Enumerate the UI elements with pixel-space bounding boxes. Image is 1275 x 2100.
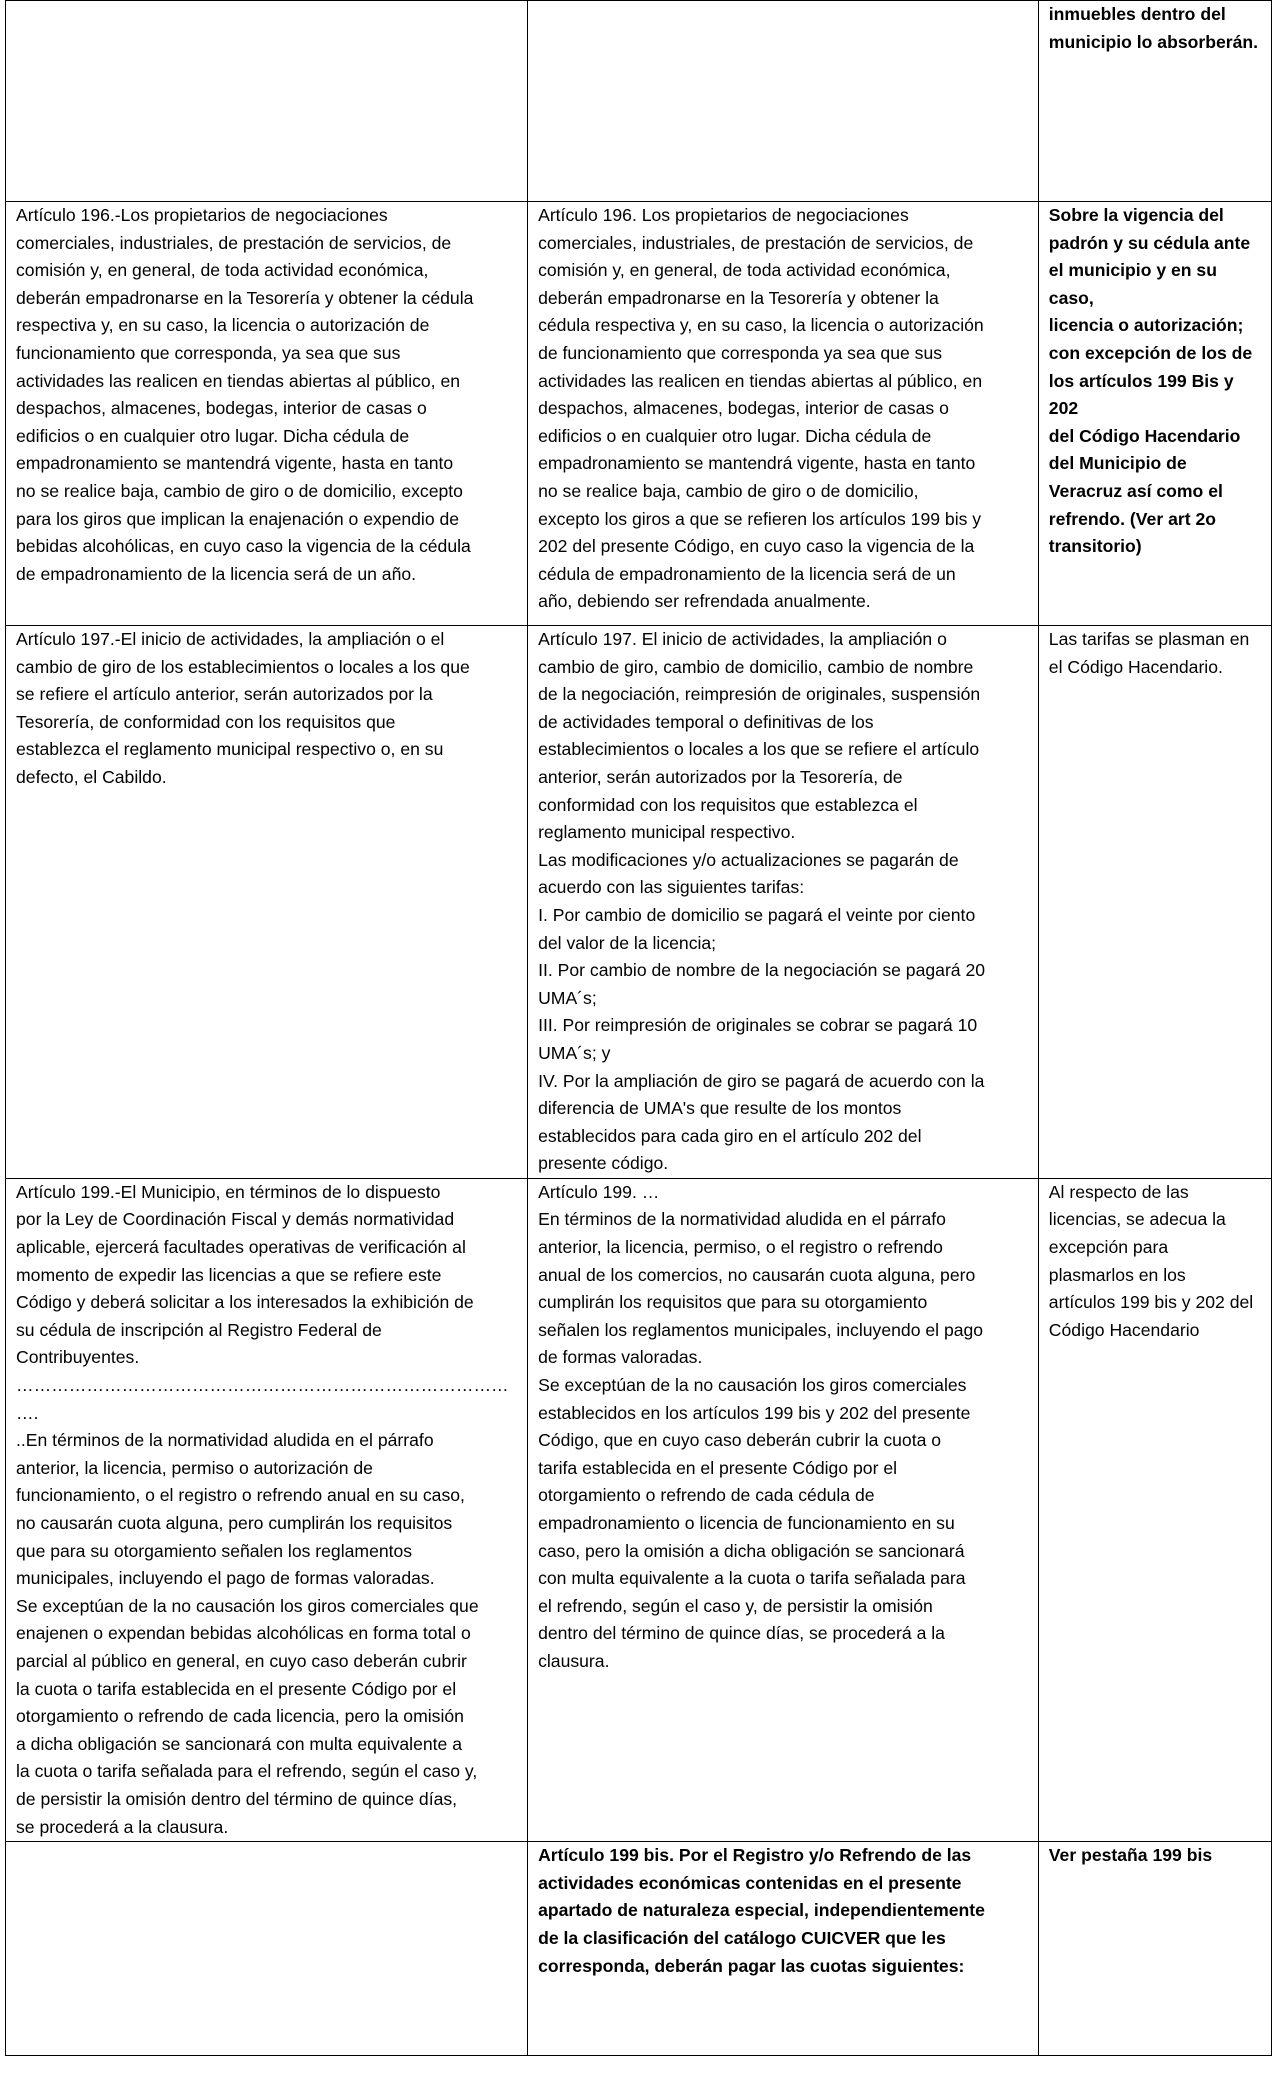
table-row: [6, 1178, 1272, 1841]
current-text-cell: Artículo 199.-El Municipio, en términos de lo dispuesto por la Ley de Coordinación Fiscal y demás normatividad aplicable, ejercerá facultades operativas de verificación al momento de expedir las licencias a que se refiere este Código y deberá solicitar a los interesados la exhibición de su cédula de inscripción al Registro Federal de Contribuyentes. ……………………………………………………………………………. ..En términos de la normatividad aludida en el párrafo anterior, la licencia, permiso o autorización de funcionamiento, o el registro o refrendo anual en su caso, no causarán cuota alguna, pero cumplirán los requisitos que para su otorgamiento señalen los reglamentos municipales, incluyendo el pago de formas valoradas. Se exceptúan de la no causación los giros comerciales que enajenen o expendan bebidas alcohólicas en forma total o parcial al público en general, en cuyo caso deberán cubrir la cuota o tarifa establecida en el presente Código por el otorgamiento o refrendo de cada licencia, pero la omisión a dicha obligación se sancionará con multa equivalente a la cuota o tarifa señalada para el refrendo, según el caso y, de persistir la omisión dentro del término de quince días, se procederá a la clausura.: [6, 1178, 528, 1841]
current-text-cell: [6, 1842, 528, 2056]
table-row: [6, 626, 1272, 1179]
current-text-cell: [6, 1, 528, 202]
proposed-text-cell: Artículo 196. Los propietarios de negociaciones comerciales, industriales, de prestación de servicios, de comisión y, en general, de toda actividad económica, deberán empadronarse en la Tesorería y obtener la cédula respectiva y, en su caso, la licencia o autorización de funcionamiento que corresponda ya sea que sus actividades las realicen en tiendas abiertas al público, en despachos, almacenes, bodegas, interior de casas o edificios o en cualquier otro lugar. Dicha cédula de empadronamiento se mantendrá vigente, hasta en tanto no se realice baja, cambio de giro o de domicilio, excepto los giros a que se refieren los artículos 199 bis y 202 del presente Código, en cuyo caso la vigencia de la cédula de empadronamiento de la licencia será de un año, debiendo ser refrendada anualmente.: [528, 202, 1039, 626]
table-row: [6, 1842, 1272, 2056]
current-text-cell: Artículo 196.-Los propietarios de negociaciones comerciales, industriales, de prestación de servicios, de comisión y, en general, de toda actividad económica, deberán empadronarse en la Tesorería y obtener la cédula respectiva y, en su caso, la licencia o autorización de funcionamiento que corresponda, ya sea que sus actividades las realicen en tiendas abiertas al público, en despachos, almacenes, bodegas, interior de casas o edificios o en cualquier otro lugar. Dicha cédula de empadronamiento se mantendrá vigente, hasta en tanto no se realice baja, cambio de giro o de domicilio, excepto para los giros que implican la enajenación o expendio de bebidas alcohólicas, en cuyo caso la vigencia de la cédula de empadronamiento de la licencia será de un año.: [6, 202, 528, 626]
proposed-text-cell: Artículo 197. El inicio de actividades, la ampliación o cambio de giro, cambio de domicilio, cambio de nombre de la negociación, reimpresión de originales, suspensión de actividades temporal o definitivas de los establecimientos o locales a los que se refiere el artículo anterior, serán autorizados por la Tesorería, de conformidad con los requisitos que establezca el reglamento municipal respectivo. Las modificaciones y/o actualizaciones se pagarán de acuerdo con las siguientes tarifas: I. Por cambio de domicilio se pagará el veinte por ciento del valor de la licencia; II. Por cambio de nombre de la negociación se pagará 20 UMA´s; III. Por reimpresión de originales se cobrar se pagará 10 UMA´s; y IV. Por la ampliación de giro se pagará de acuerdo con la diferencia de UMA's que resulte de los montos establecidos para cada giro en el artículo 202 del presente código.: [528, 626, 1039, 1179]
comment-cell: Las tarifas se plasman en el Código Hacendario.: [1038, 626, 1271, 1179]
comment-cell: inmuebles dentro del municipio lo absorberán.: [1038, 1, 1271, 202]
proposed-text-cell: Artículo 199. … En términos de la normatividad aludida en el párrafo anterior, la licencia, permiso, o el registro o refrendo anual de los comercios, no causarán cuota alguna, pero cumplirán los requisitos que para su otorgamiento señalen los reglamentos municipales, incluyendo el pago de formas valoradas. Se exceptúan de la no causación los giros comerciales establecidos en los artículos 199 bis y 202 del presente Código, que en cuyo caso deberán cubrir la cuota o tarifa establecida en el presente Código por el otorgamiento o refrendo de cada cédula de empadronamiento o licencia de funcionamiento en su caso, pero la omisión a dicha obligación se sancionará con multa equivalente a la cuota o tarifa señalada para el refrendo, según el caso y, de persistir la omisión dentro del término de quince días, se procederá a la clausura.: [528, 1178, 1039, 1841]
comment-cell: Sobre la vigencia del padrón y su cédula ante el municipio y en su caso, licencia o autorización; con excepción de los de los artículos 199 Bis y 202 del Código Hacendario del Municipio de Veracruz así como el refrendo. (Ver art 2o transitorio): [1038, 202, 1271, 626]
comment-cell: Ver pestaña 199 bis: [1038, 1842, 1271, 2056]
proposed-text-cell: [528, 1, 1039, 202]
comment-cell: Al respecto de las licencias, se adecua la excepción para plasmarlos en los artículos 199 bis y 202 del Código Hacendario: [1038, 1178, 1271, 1841]
table-row: [6, 1, 1272, 202]
table-row: [6, 202, 1272, 626]
current-text-cell: Artículo 197.-El inicio de actividades, la ampliación o el cambio de giro de los establecimientos o locales a los que se refiere el artículo anterior, serán autorizados por la Tesorería, de conformidad con los requisitos que establezca el reglamento municipal respectivo o, en su defecto, el Cabildo.: [6, 626, 528, 1179]
comparison-table: [5, 0, 1272, 2056]
proposed-text-cell: Artículo 199 bis. Por el Registro y/o Refrendo de las actividades económicas contenidas en el presente apartado de naturaleza especial, independientemente de la clasificación del catálogo CUICVER que les corresponda, deberán pagar las cuotas siguientes:: [528, 1842, 1039, 2056]
